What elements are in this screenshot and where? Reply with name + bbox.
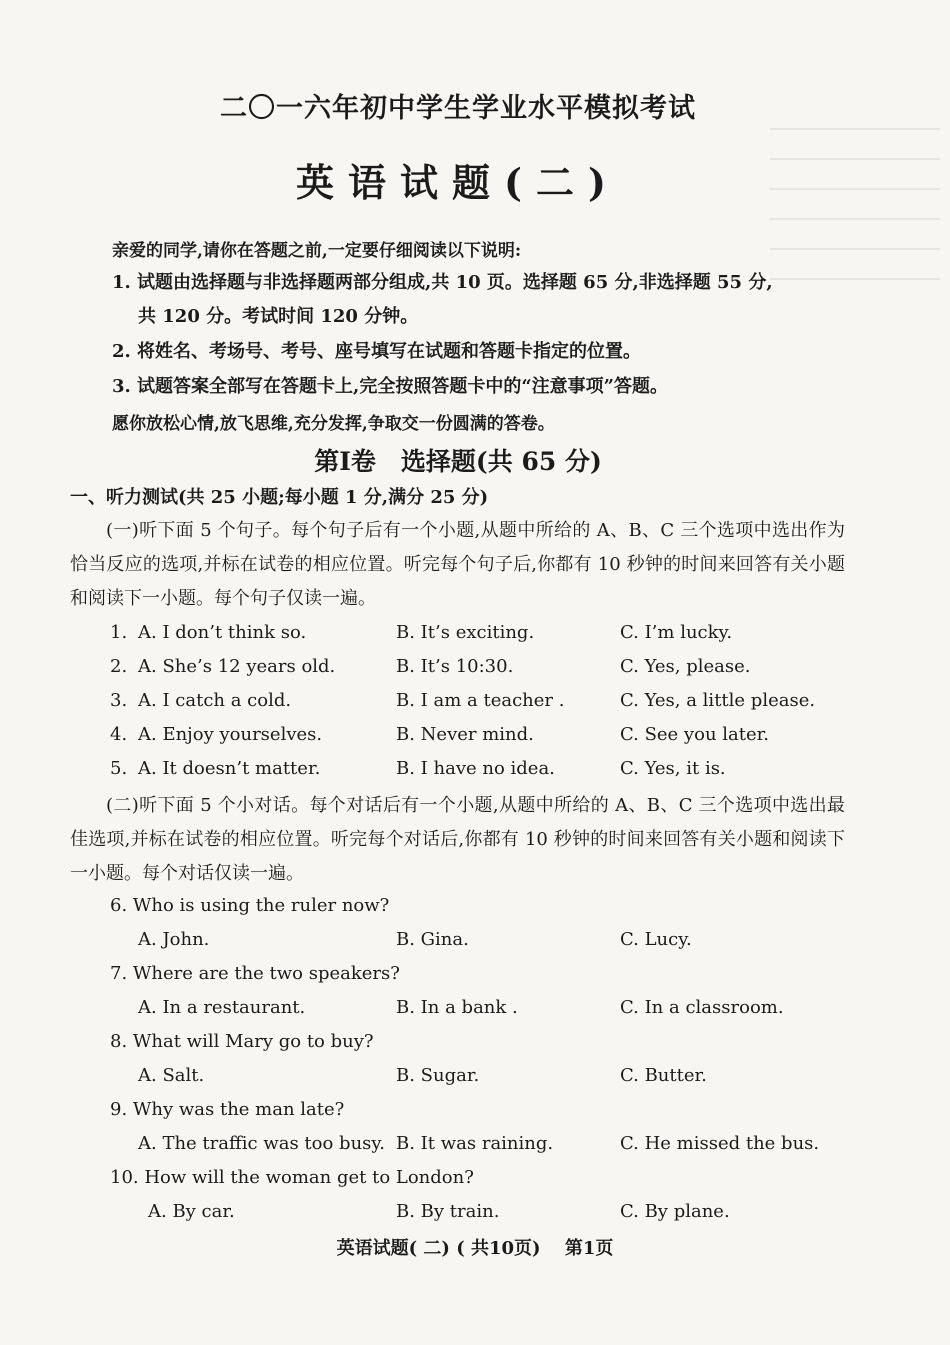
- option-a: A. I don’t think so.: [138, 622, 307, 643]
- question-number: 1.: [110, 622, 128, 643]
- sub2-intro: (二)听下面 5 个小对话。每个对话后有一个小题,从题中所给的 A、B、C 三个选项中选出最佳选项,并标在试卷的相应位置。听完每个对话后,你都有 10 秒钟的时间来回答有关小题和阅读下一小题。每个对话仅读一遍。: [70, 795, 845, 884]
- option-b: B. Sugar.: [396, 1065, 480, 1086]
- exam-title: 二〇一六年初中学生学业水平模拟考试: [220, 93, 696, 124]
- option-a: A. She’s 12 years old.: [138, 656, 336, 677]
- instruction-item-3: 3. 试题答案全部写在答题卡上,完全按照答题卡中的“注意事项”答题。: [112, 376, 669, 397]
- question-number: 4.: [110, 724, 128, 745]
- option-c: C. Lucy.: [620, 929, 692, 950]
- option-c: C. By plane.: [620, 1201, 730, 1222]
- option-c: C. Yes, it is.: [620, 758, 726, 779]
- question-number: 5.: [110, 758, 128, 779]
- option-b: B. In a bank .: [396, 997, 518, 1018]
- sub1-intro: (一)听下面 5 个句子。每个句子后有一个小题,从题中所给的 A、B、C 三个选项中选出作为恰当反应的选项,并标在试卷的相应位置。听完每个句子后,你都有 10 秒钟的时间来回答有关小题和阅读下一小题。每个句子仅读一遍。: [70, 520, 845, 609]
- option-c: C. Butter.: [620, 1065, 707, 1086]
- option-a: A. It doesn’t matter.: [138, 758, 321, 779]
- part1-title: 第Ⅰ卷 选择题(共 65 分): [314, 447, 602, 476]
- question-stem: 8. What will Mary go to buy?: [110, 1031, 374, 1052]
- paper-title: 英语试题(二): [296, 160, 620, 205]
- section1-title: 一、听力测试(共 25 小题;每小题 1 分,满分 25 分): [70, 487, 489, 508]
- option-b: B. By train.: [396, 1201, 500, 1222]
- option-c: C. He missed the bus.: [620, 1133, 820, 1154]
- instructions-greeting: 亲爱的同学,请你在答题之前,一定要仔细阅读以下说明:: [112, 241, 522, 261]
- option-b: B. It’s exciting.: [396, 622, 535, 643]
- instruction-item-1: [112, 266, 773, 334]
- option-a: A. I catch a cold.: [138, 690, 292, 711]
- instruction-item-1-line1: 1. 试题由选择题与非选择题两部分组成,共 10 页。选择题 65 分,非选择题 55 分,: [112, 272, 773, 293]
- option-a: A. In a restaurant.: [138, 997, 306, 1018]
- option-b: B. I have no idea.: [396, 758, 555, 779]
- question-number: 3.: [110, 690, 128, 711]
- option-b: B. It’s 10:30.: [396, 656, 514, 677]
- option-a: A. By car.: [148, 1201, 235, 1222]
- option-a: A. John.: [138, 929, 210, 950]
- option-b: B. Gina.: [396, 929, 469, 950]
- option-c: C. I’m lucky.: [620, 622, 733, 643]
- option-a: A. Enjoy yourselves.: [138, 724, 323, 745]
- option-c: C. Yes, please.: [620, 656, 751, 677]
- instructions-wish: 愿你放松心情,放飞思维,充分发挥,争取交一份圆满的答卷。: [112, 414, 555, 434]
- instruction-item-2: 2. 将姓名、考场号、考号、座号填写在试题和答题卡指定的位置。: [112, 341, 642, 362]
- question-stem: 10. How will the woman get to London?: [110, 1167, 474, 1188]
- option-c: C. Yes, a little please.: [620, 690, 816, 711]
- page-footer: 英语试题( 二) ( 共10页) 第1页: [336, 1238, 614, 1259]
- question-number: 2.: [110, 656, 128, 677]
- question-stem: 6. Who is using the ruler now?: [110, 895, 390, 916]
- option-b: B. I am a teacher .: [396, 690, 565, 711]
- option-a: A. The traffic was too busy.: [138, 1133, 385, 1154]
- question-stem: 7. Where are the two speakers?: [110, 963, 400, 984]
- option-c: C. In a classroom.: [620, 997, 784, 1018]
- option-a: A. Salt.: [138, 1065, 205, 1086]
- option-b: B. It was raining.: [396, 1133, 554, 1154]
- option-b: B. Never mind.: [396, 724, 534, 745]
- question-stem: 9. Why was the man late?: [110, 1099, 345, 1120]
- instruction-item-1-line2: 共 120 分。考试时间 120 分钟。: [138, 306, 419, 327]
- option-c: C. See you later.: [620, 724, 769, 745]
